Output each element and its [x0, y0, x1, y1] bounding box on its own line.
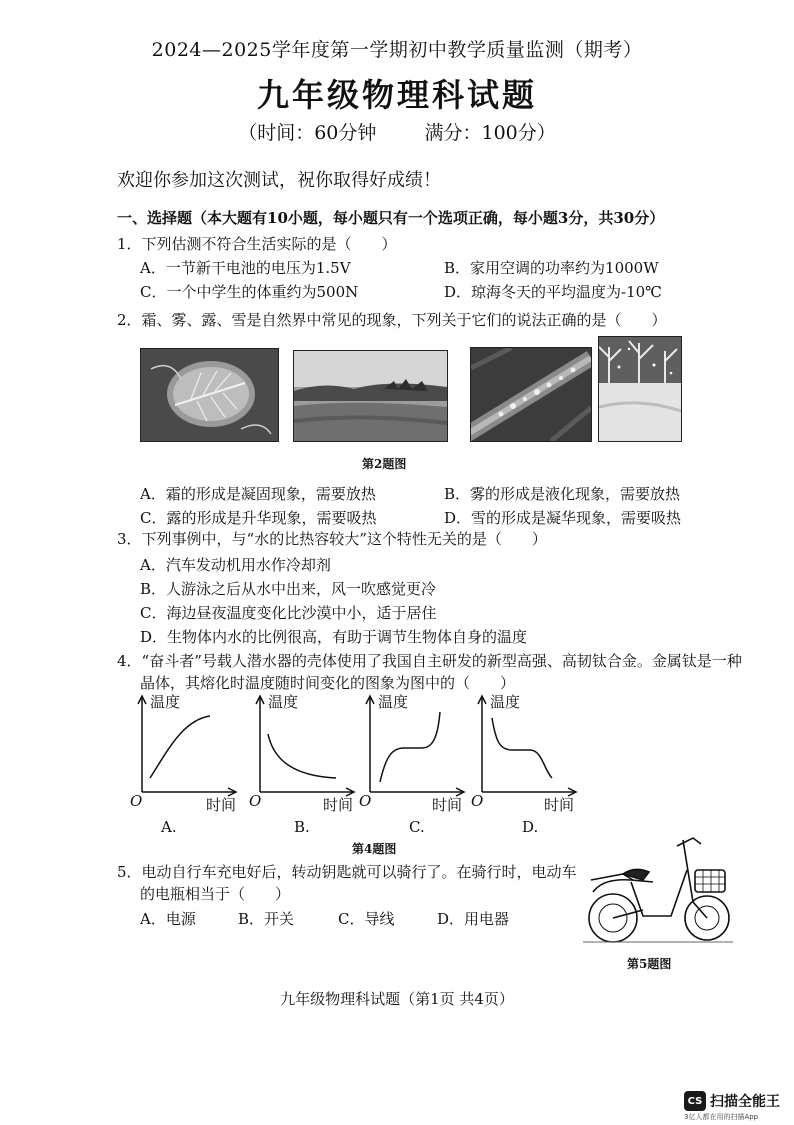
- camscanner-name: 扫描全能王: [710, 1094, 780, 1110]
- q2-option-a: A．霜的形成是凝固现象，需要放热: [140, 485, 376, 503]
- temperature-curve: [268, 734, 336, 778]
- q5-stem-line1: 5．电动自行车充电好后，转动钥匙就可以骑行了。在骑行时，电动车: [117, 863, 577, 881]
- q4-graph-c-origin: O: [359, 792, 372, 810]
- camscanner-watermark: [684, 1091, 780, 1111]
- q3-option-a: A．汽车发动机用水作冷却剂: [140, 556, 331, 574]
- q3-option-c: C．海边昼夜温度变化比沙漠中小，适于居住: [140, 604, 437, 622]
- q5-option-c: C．导线: [338, 910, 395, 928]
- q4-graph-d-ylabel: 温度: [490, 693, 521, 711]
- q3-option-d: D．生物体内水的比例很高，有助于调节生物体自身的温度: [140, 628, 528, 646]
- camscanner-tagline: 3亿人都在用的扫描App: [684, 1113, 759, 1121]
- q5-option-b: B．开关: [238, 910, 295, 928]
- q4-graph-d-label: D.: [522, 818, 539, 836]
- temperature-curve: [492, 718, 552, 778]
- q1-option-a: A．一节新干电池的电压为1.5V: [140, 259, 351, 277]
- q2-stem: 2．霜、雾、露、雪是自然界中常见的现象，下列关于它们的说法正确的是（ ）: [117, 311, 667, 329]
- q4-graph-c-xlabel: 时间: [432, 796, 463, 814]
- exam-subtitle: 2024—2025学年度第一学期初中教学质量监测（期考）: [151, 39, 643, 61]
- q4-graph-a-origin: O: [130, 792, 143, 810]
- q3-stem: 3．下列事例中，与“水的比热容较大”这个特性无关的是（ ）: [117, 530, 547, 548]
- page-footer: 九年级物理科试题（第1页 共4页）: [280, 990, 514, 1008]
- exam-meta: [0, 118, 794, 145]
- q4-graph-a-label: A.: [161, 818, 177, 836]
- basket: [695, 870, 725, 892]
- snow-scene-photo: [598, 336, 682, 442]
- exam-score: 满分：100分）: [424, 122, 556, 144]
- q2-option-c: C．露的形成是升华现象，需要吸热: [140, 509, 377, 527]
- q4-graph-c-ylabel: 温度: [378, 693, 409, 711]
- camscanner-logo-icon: CS: [684, 1091, 706, 1111]
- temperature-curve: [380, 712, 440, 782]
- q4-stem-line1: 4．“奋斗者”号载人潜水器的壳体使用了我国自主研发的新型高强、高韧钛合金。金属钛是一种: [117, 652, 742, 670]
- dew-grass-photo: [470, 347, 592, 442]
- temperature-curve: [150, 716, 210, 778]
- q4-graph-d-xlabel: 时间: [544, 796, 575, 814]
- q4-graph-b-origin: O: [249, 792, 262, 810]
- q4-graph-b-label: B.: [294, 818, 310, 836]
- q5-option-d: D．用电器: [437, 910, 510, 928]
- q4-figure-caption: 第4题图: [352, 842, 397, 856]
- q1-option-c: C．一个中学生的体重约为500N: [140, 283, 359, 301]
- q4-graph-c-label: C.: [409, 818, 425, 836]
- q2-option-b: B．雾的形成是液化现象，需要放热: [444, 485, 681, 503]
- q3-option-b: B．人游泳之后从水中出来，风一吹感觉更冷: [140, 580, 437, 598]
- q5-option-a: A．电源: [140, 910, 196, 928]
- q4-graph-d-origin: O: [471, 792, 484, 810]
- section-heading: 一、选择题（本大题有10小题，每小题只有一个选项正确，每小题3分，共30分）: [117, 209, 665, 227]
- exam-time: （时间：60分钟: [238, 122, 377, 144]
- q4-graph-b-xlabel: 时间: [323, 796, 354, 814]
- q1-option-d: D．琼海冬天的平均温度为-10℃: [444, 283, 662, 301]
- q4-graph-a-xlabel: 时间: [206, 796, 237, 814]
- q2-option-d: D．雪的形成是凝华现象，需要吸热: [444, 509, 682, 527]
- q5-figure-caption: 第5题图: [627, 957, 672, 971]
- q4-graph-b-ylabel: 温度: [268, 693, 299, 711]
- welcome-text: 欢迎你参加这次测试，祝你取得好成绩！: [117, 170, 441, 191]
- fog-landscape-photo: [293, 350, 448, 442]
- q5-stem-line2: 的电瓶相当于（ ）: [140, 885, 291, 903]
- q2-figure-caption: 第2题图: [362, 457, 407, 471]
- q4-graph-a-ylabel: 温度: [150, 693, 181, 711]
- frost-leaf-photo: [140, 348, 279, 442]
- electric-bike-illustration: [583, 830, 733, 948]
- q4-stem-line2: 晶体，其熔化时温度随时间变化的图象为图中的（ ）: [140, 674, 516, 692]
- q1-option-b: B．家用空调的功率约为1000W: [444, 259, 659, 277]
- exam-title: 九年级物理科试题: [256, 76, 537, 114]
- q1-stem: 1．下列估测不符合生活实际的是（ ）: [117, 235, 397, 253]
